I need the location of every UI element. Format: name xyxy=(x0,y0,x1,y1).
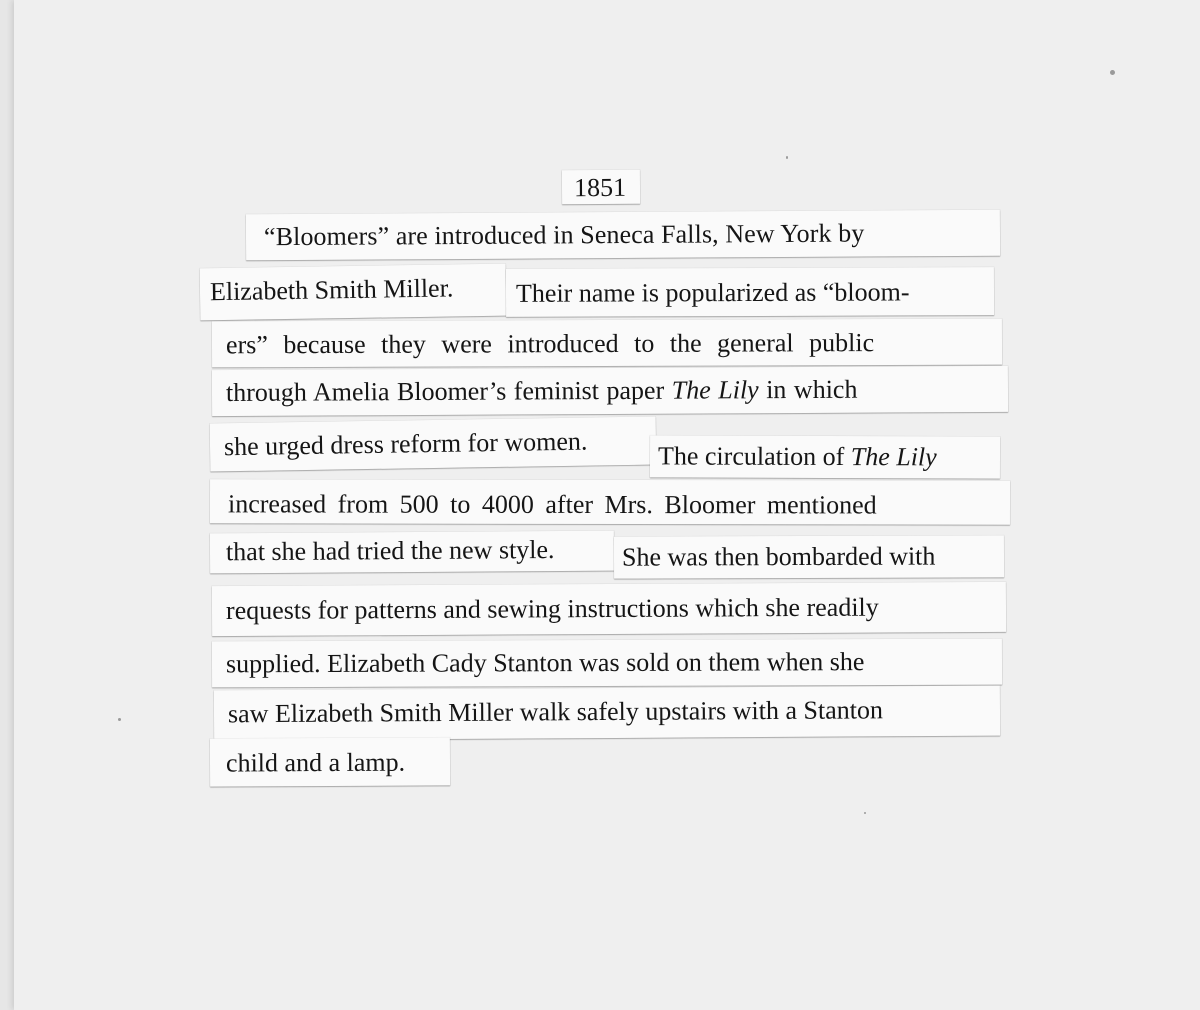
paper-sheet xyxy=(14,0,1200,1010)
clipping-13 xyxy=(214,686,1000,741)
clipping-14 xyxy=(210,737,450,786)
paper-speck xyxy=(1110,70,1115,75)
clipping-8 xyxy=(210,479,1010,524)
year-text: 1851 xyxy=(573,172,627,203)
clipping-5-text xyxy=(225,374,858,408)
clipping-14-text: child and a lamp. xyxy=(225,747,406,778)
clipping-2 xyxy=(200,264,507,321)
clipping-1 xyxy=(246,210,1000,261)
clipping-6 xyxy=(210,417,657,472)
clipping-11-text: requests for patterns and sewing instructions which she readily xyxy=(225,592,879,626)
clipping-9-text: that she had tried the new style. xyxy=(225,535,555,567)
clipping-7-title: The Lily xyxy=(850,442,937,472)
clipping-1-text: “Bloomers” are introduced in Seneca Falls, New York by xyxy=(263,218,865,252)
clipping-5 xyxy=(212,366,1008,416)
clipping-3-text: Their name is popularized as “bloom- xyxy=(515,277,910,308)
clipping-9 xyxy=(210,531,614,574)
clipping-13-text: saw Elizabeth Smith Miller walk safely upstairs with a Stanton xyxy=(227,695,884,729)
clipping-12-text: supplied. Elizabeth Cady Stanton was sold on them when she xyxy=(225,647,865,679)
clipping-10 xyxy=(614,535,1004,578)
paper-speck xyxy=(786,156,788,159)
clipping-7-part-a: The circulation of xyxy=(657,441,845,472)
clipping-6-text: she urged dress reform for women. xyxy=(223,426,588,462)
clipping-12 xyxy=(212,639,1002,688)
clipping-5-part-a: through Amelia Bloomer’s feminist paper xyxy=(225,375,665,408)
clipping-5-title: The Lily xyxy=(671,375,759,405)
clipping-3 xyxy=(506,267,994,317)
year-heading xyxy=(562,170,640,205)
clipping-10-text: She was then bombarded with xyxy=(621,541,936,572)
clipping-8-text: increased from 500 to 4000 after Mrs. Bloomer mentioned xyxy=(227,489,877,520)
clipping-5-part-c: in which xyxy=(766,374,858,405)
paper-speck xyxy=(118,718,121,721)
clipping-7-text xyxy=(658,443,937,470)
clipping-4 xyxy=(212,319,1002,368)
paper-speck xyxy=(864,812,866,814)
clipping-4-text: ers” because they were introduced to the general public xyxy=(225,328,875,360)
clipping-11 xyxy=(212,582,1006,636)
clipping-2-text: Elizabeth Smith Miller. xyxy=(209,273,454,307)
clipping-7 xyxy=(650,435,1000,478)
